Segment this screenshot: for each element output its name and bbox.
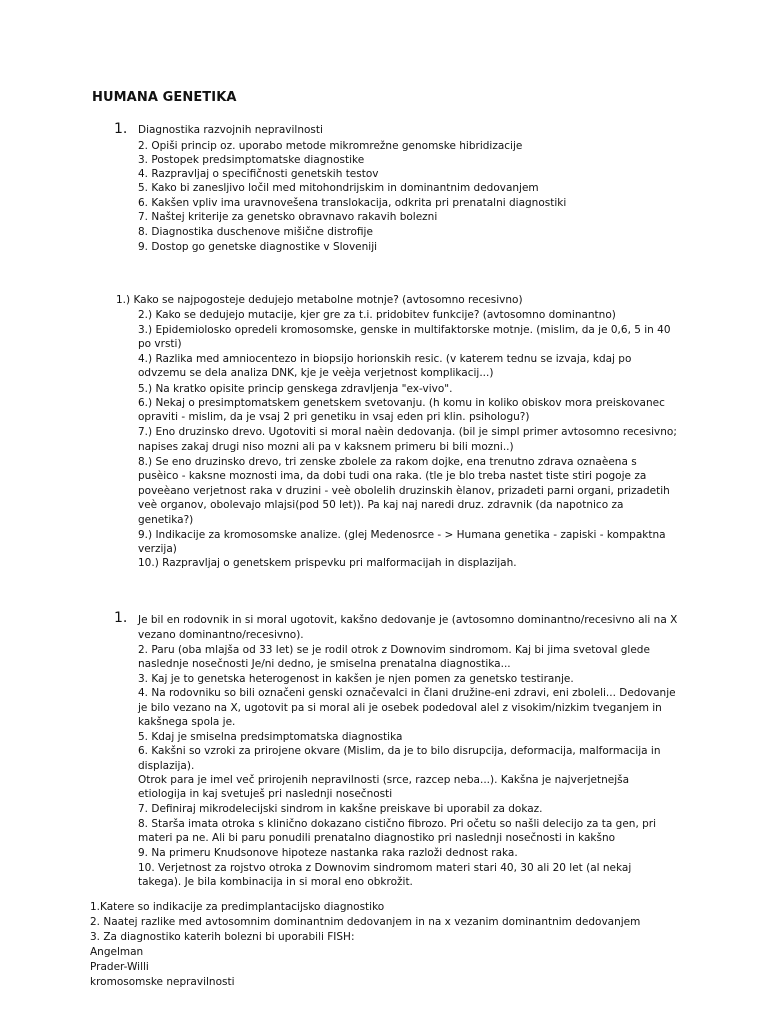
list-item: kromosomske nepravilnosti [90,976,235,988]
list-item: poveèano verjetnost raka v druzini - veè obolelih druzinskih èlanov, prizadeti parni organi, prizadetih [138,485,670,497]
list-item: 9.) Indikacije za kromosomske analize. (glej Medenosrce - > Humana genetika - zapiski - kompaktna [138,529,666,541]
list-item: 7. Definiraj mikrodelecijski sindrom in kakšne preiskave bi uporabil za dokaz. [138,803,543,815]
list-item: 3. Postopek predsimptomatske diagnostike [138,154,365,166]
list-item: 5. Kako bi zanesljivo ločil med mitohondrijskim in dominantnim dedovanjem [138,182,539,194]
list-item: 1.) Kako se najpogosteje dedujejo metabolne motnje? (avtosomno recesivno) [116,294,523,306]
list-item: 10. Verjetnost za rojstvo otroka z Downovim sindromom materi stari 40, 30 ali 20 let (al nekaj [138,862,632,874]
list-item: 2. Opiši princip oz. uporabo metode mikromrežne genomske hibridizacije [138,140,523,152]
list-item: kakšnega spola je. [138,716,236,728]
list-item: Je bil en rodovnik in si moral ugotovit, kakšno dedovanje je (avtosomno dominantno/recesivno ali na X [138,614,678,626]
list-item: 8. Starša imata otroka s klinično dokazano cistično fibrozo. Pri očetu so našli delecijo za ta gen, pri [138,818,657,830]
list-item: 4.) Razlika med amniocentezo in biopsijo horionskih resic. (v katerem tednu se izvaja, kdaj po [138,353,632,365]
list-item: 2. Naatej razlike med avtosomnim dominantnim dedovanjem in na x vezanim dominantnim dedovanjem [90,916,641,928]
list-item: 9. Dostop go genetske diagnostike v Sloveniji [138,241,378,253]
list-item: odvzemu se dela analiza DNK, kje je veèja verjetnost komplikacij...) [138,367,494,379]
list-item: Angelman [90,946,144,958]
list-item: pusèico - kaksne moznosti ima, da dobi tudi ona raka. (tle je blo treba nastet tiste stiri pogoje za [138,470,647,482]
section-3-number: 1. [114,610,128,626]
list-item: verzija) [138,543,177,555]
list-item: 5. Kdaj je smiselna predsimptomatska diagnostika [138,731,403,743]
list-item: 6. Kakšni so vzroki za prirojene okvare (Mislim, da je to bilo disrupcija, deformacija, malformacija in [138,745,661,757]
list-item: Diagnostika razvojnih nepravilnosti [138,124,323,136]
list-item: opraviti - mislim, da je vsaj 2 pri genetiku in vsaj eden pri klin. psihologu?) [138,411,530,423]
list-item: materi pa ne. Ali bi paru ponudili prenatalno diagnostiko pri naslednji nosečnosti in kakšno [138,832,616,844]
list-item: 4. Na rodovniku so bili označeni genski označevalci in člani družine-eni zdravi, eni zboleli... Dedovanje [138,687,676,699]
list-item: 10.) Razpravljaj o genetskem prispevku pri malformacijah in displazijah. [138,557,517,569]
section-1-number: 1. [114,121,128,137]
list-item: Otrok para je imel več prirojenih nepravilnosti (srce, razcep neba...). Kakšna je najverjetnejša [138,774,630,786]
list-item: napises zakaj drugi niso mozni ali pa v kaksnem primeru bi bili mozni..) [138,441,514,453]
document-title: HUMANA GENETIKA [92,90,237,105]
list-item: po vrsti) [138,338,182,350]
list-item: 2.) Kako se dedujejo mutacije, kjer gre za t.i. pridobitev funkcije? (avtosomno dominantno) [138,309,616,321]
list-item: Prader-Willi [90,961,149,973]
list-item: 4. Razpravljaj o specifičnosti genetskih testov [138,168,379,180]
list-item: 3.) Epidemiolosko opredeli kromosomske, genske in multifaktorske motnje. (mislim, da je 0,6, 5 in 40 [138,324,671,336]
list-item: 9. Na primeru Knudsonove hipoteze nastanka raka razloži dednost raka. [138,847,518,859]
list-item: 3. Za diagnostiko katerih bolezni bi uporabili FISH: [90,931,355,943]
list-item: je bilo vezano na X, ugotovit pa si moral ali je osebek podedoval alel z visokim/nizkim tveganjem in [138,702,662,714]
list-item: displazija). [138,760,195,772]
list-item: 8.) Se eno druzinsko drevo, tri zenske zbolele za rakom dojke, ena trenutno zdrava oznaèena s [138,456,637,468]
list-item: etiologija in kaj svetuješ pri naslednji nosečnosti [138,788,393,800]
list-item: 7.) Eno druzinsko drevo. Ugotoviti si moral naèin dedovanja. (bil je simpl primer avtosomno recesivno; [138,426,677,438]
list-item: 7. Naštej kriterije za genetsko obravnavo rakavih bolezni [138,211,438,223]
list-item: 2. Paru (oba mlajša od 33 let) se je rodil otrok z Downovim sindromom. Kaj bi jima svetoval glede [138,644,650,656]
list-item: 6.) Nekaj o presimptomatskem genetskem svetovanju. (h komu in koliko obiskov mora preiskovanec [138,397,665,409]
list-item: 1.Katere so indikacije za predimplantacijsko diagnostiko [90,901,385,913]
list-item: 6. Kakšen vpliv ima uravnovešena translokacija, odkrita pri prenatalni diagnostiki [138,197,567,209]
list-item: vezano dominantno/recesivno). [138,629,304,641]
list-item: naslednje nosečnosti Je/ni dedno, je smiselna prenatalna diagnostika... [138,658,511,670]
list-item: 8. Diagnostika duschenove mišične distrofije [138,226,373,238]
list-item: genetika?) [138,514,194,526]
list-item: 5.) Na kratko opisite princip genskega zdravljenja "ex-vivo". [138,383,453,395]
list-item: 3. Kaj je to genetska heterogenost in kakšen je njen pomen za genetsko testiranje. [138,673,574,685]
list-item: veè organov, obolevajo mlajsi(pod 50 let)). Pa kaj naj naredi druz. zdravnik (da napotnico za [138,499,624,511]
list-item: takega). Je bila kombinacija in si moral eno obkrožit. [138,876,413,888]
